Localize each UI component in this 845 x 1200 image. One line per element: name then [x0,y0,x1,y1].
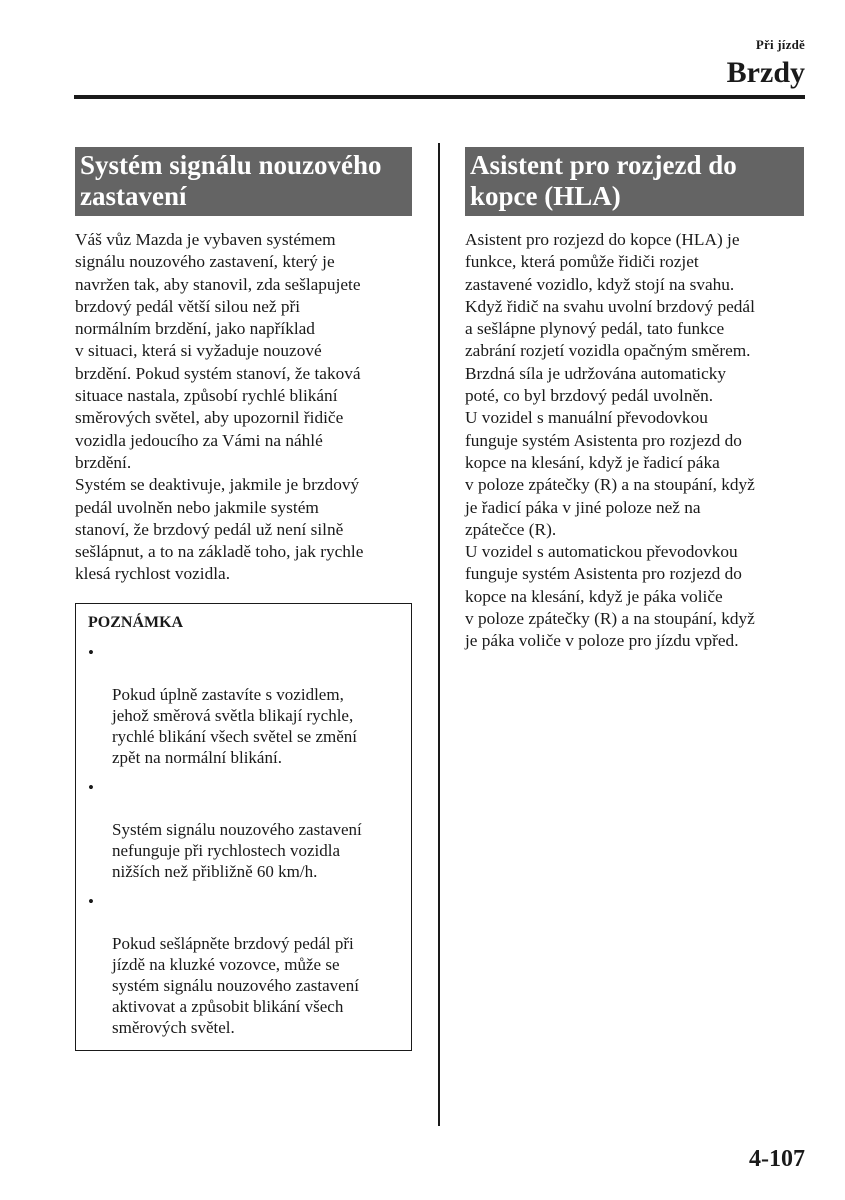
note-item-text: Systém signálu nouzového zastavení nefunguje při rychlostech vozidla nižších než přibližně 60 km/h. [112,819,362,881]
body-paragraph: Asistent pro rozjezd do kopce (HLA) je funkce, která pomůže řidiči rozjet zastavené vozidlo, když stojí na svahu. Když řidič na svahu uvolní brzdový pedál a sešlápne plynový pedál, tato funkce zabrání rozjetí vozidla opačným směrem. Brzdná síla je udržována automaticky poté, co byl brzdový pedál uvolněn. [465,230,755,406]
left-column [75,147,412,1051]
note-item-text: Pokud sešlápněte brzdový pedál při jízdě na kluzké vozovce, může se systém signálu nouzového zastavení aktivovat a způsobit blikání všech směrových světel. [112,933,359,1037]
note-box [75,603,412,1051]
note-list [88,642,399,1038]
body-paragraph: U vozidel s manuální převodovkou funguje systém Asistenta pro rozjezd do kopce na klesání, když je řadicí páka v poloze zpátečky (R) a na stoupání, když je řadicí páka v jiné poloze než na zpátečce (R). [465,408,755,539]
body-paragraph: Systém se deaktivuje, jakmile je brzdový pedál uvolněn nebo jakmile systém stanoví, že brzdový pedál už není silně sešlápnut, a to na základě toho, jak rychle klesá rychlost vozidla. [75,475,364,584]
running-header-title: Brzdy [726,56,805,89]
note-item [88,891,399,1038]
note-item-text: Pokud úplně zastavíte s vozidlem, jehož směrová světla blikají rychle, rychlé blikání všech světel se změní zpět na normální blikání. [112,684,357,767]
bullet-icon: • [88,777,94,797]
page-number: 4-107 [749,1146,805,1172]
body-paragraph: U vozidel s automatickou převodovkou funguje systém Asistenta pro rozjezd do kopce na klesání, když je páka voliče v poloze zpátečky (R) a na stoupání, když je páka voliče v poloze pro jízdu vpřed. [465,542,755,651]
note-item [88,777,399,882]
note-item [88,642,399,768]
section-heading-hill-launch-assist: Asistent pro rozjezd do kopce (HLA) [465,147,804,216]
header-rule [74,95,805,99]
bullet-icon: • [88,891,94,911]
right-column [465,147,804,653]
bullet-icon: • [88,642,94,662]
note-title: POZNÁMKA [88,613,184,631]
section-heading-emergency-signal: Systém signálu nouzového zastavení [75,147,412,216]
column-divider [438,143,440,1126]
running-header-section: Při jízdě [755,37,805,52]
body-paragraph: Váš vůz Mazda je vybaven systémem signálu nouzového zastavení, který je navržen tak, aby stanovil, zda sešlapujete brzdový pedál větší silou než při normálním brzdění, jako například v situaci, která si vyžaduje nouzové brzdění. Pokud systém stanoví, že taková situace nastala, způsobí rychlé blikání směrových světel, aby upozornil řidiče vozidla jedoucího za Vámi na náhlé brzdění. [75,230,361,472]
